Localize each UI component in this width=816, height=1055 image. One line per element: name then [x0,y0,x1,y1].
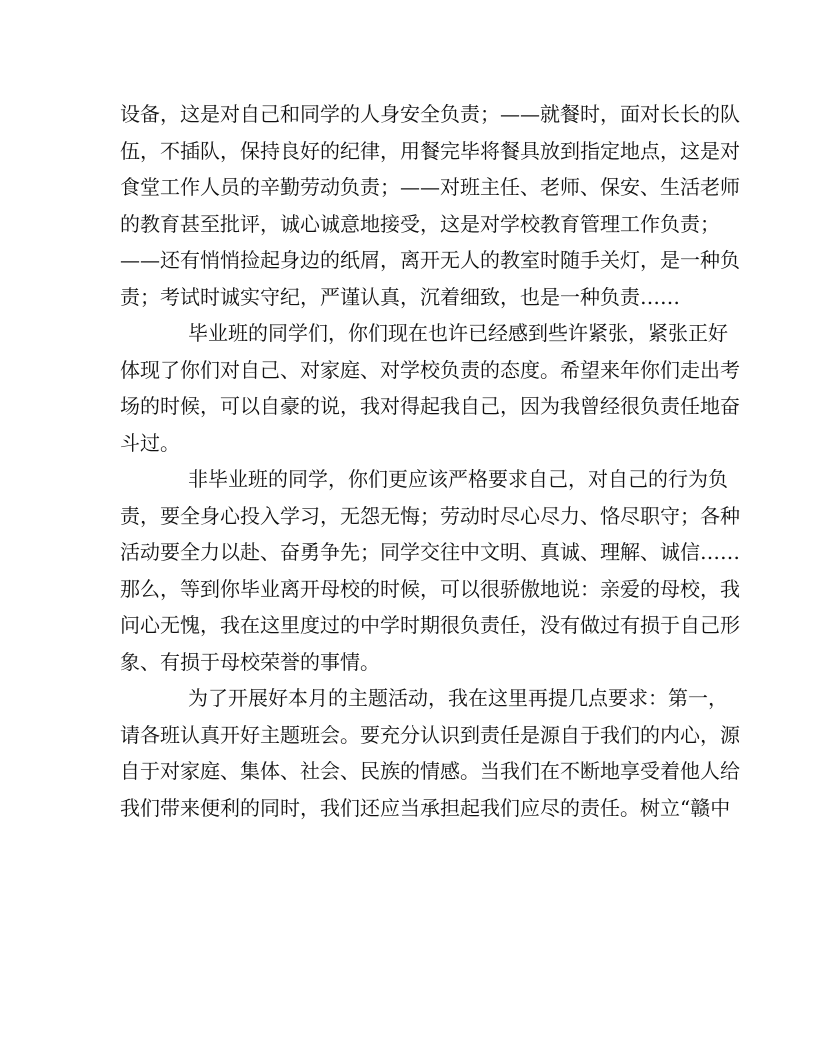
text-line: 责，要全身心投入学习，无怨无悔；劳动时尽心尽力、恪尽职守；各种 [120,503,740,528]
text-line: 体现了你们对自己、对家庭、对学校负责的态度。希望来年你们走出考 [120,357,740,382]
text-line: 为了开展好本月的主题活动，我在这里再提几点要求：第一， [188,686,728,710]
text-line: 设备，这是对自己和同学的人身安全负责；——就餐时，面对长长的队 [120,102,740,126]
text-line: 非毕业班的同学，你们更应该严格要求自己，对自己的行为负 [188,467,728,491]
text-line: 请各班认真开好主题班会。要充分认识到责任是源自于我们的内心，源 [120,722,740,747]
text-line: 毕业班的同学们，你们现在也许已经感到些许紧张，紧张正好 [188,321,728,345]
text-line: 伍，不插队，保持良好的纪律，用餐完毕将餐具放到指定地点，这是对 [120,138,740,163]
text-line: 问心无愧，我在这里度过的中学时期很负责任，没有做过有损于自己形 [120,613,740,637]
text-line: 场的时候，可以自豪的说，我对得起我自己，因为我曾经很负责任地奋 [120,394,740,418]
paragraph-4 [120,680,740,826]
paragraph-3 [120,461,740,680]
text-line: 我们带来便利的同时，我们还应当承担起我们应尽的责任。树立“赣中 [120,795,731,820]
text-line: 活动要全力以赴、奋勇争先；同学交往中文明、真诚、理解、诚信…… [120,540,740,564]
text-line: 食堂工作人员的辛勤劳动负责；——对班主任、老师、保安、生活老师 [120,175,740,199]
text-line: 的教育甚至批评，诚心诚意地接受，这是对学校教育管理工作负责； [120,211,720,236]
document-body [120,96,740,826]
paragraph-1 [120,96,740,315]
text-line: ——还有悄悄捡起身边的纸屑，离开无人的教室时随手关灯，是一种负 [120,248,740,272]
paragraph-2 [120,315,740,461]
text-line: 斗过。 [120,430,180,455]
text-line: 那么，等到你毕业离开母校的时候，可以很骄傲地说：亲爱的母校，我 [120,576,740,601]
text-line: 象、有损于母校荣誉的事情。 [120,649,380,674]
text-line: 自于对家庭、集体、社会、民族的情感。当我们在不断地享受着他人给 [120,759,740,783]
text-line: 责；考试时诚实守纪，严谨认真，沉着细致，也是一种负责…… [120,284,680,309]
